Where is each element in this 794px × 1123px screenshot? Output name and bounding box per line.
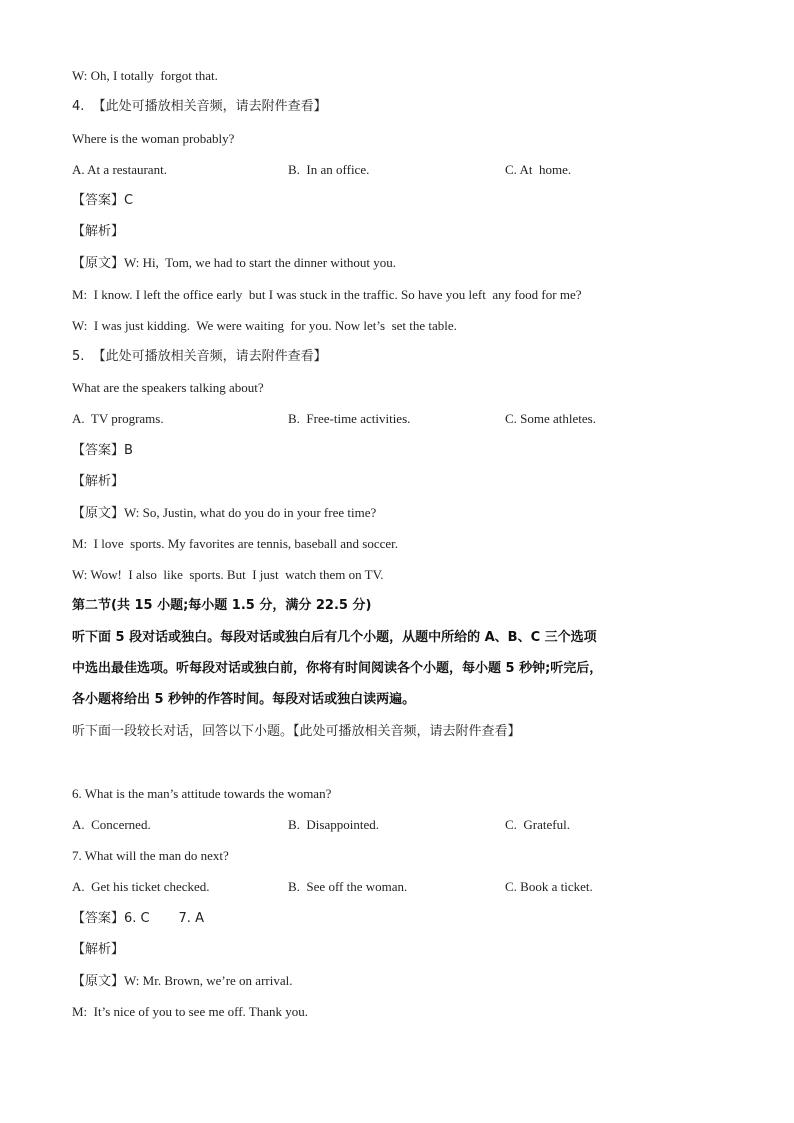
question-4-option-c: C. At home. [505, 162, 572, 177]
dialogue-line: M: It’s nice of you to see me off. Thank you. [72, 1004, 309, 1019]
question-5-option-a: A. TV programs. [72, 411, 164, 426]
instruction-line: 中选出最佳选项。听每段对话或独白前，你将有时间阅读各个小题，每小题 5 秒钟;听完后， [72, 661, 603, 676]
question-5-option-b: B. Free-time activities. [288, 411, 411, 426]
question-6-7-transcript: 【原文】W: Mr. Brown, we’re on arrival. [72, 973, 293, 988]
question-7-option-b: B. See off the woman. [288, 879, 408, 894]
question-6-7-answer: 【答案】6. C 7. A [72, 911, 204, 926]
question-4-answer: 【答案】C [72, 193, 134, 208]
section-2-heading: 第二节(共 15 小题;每小题 1.5 分，满分 22.5 分) [72, 598, 372, 613]
question-4-title: 4. 【此处可播放相关音频，请去附件查看】 [72, 99, 327, 114]
question-5-text: What are the speakers talking about? [72, 380, 264, 395]
dialogue-line: W: Wow! I also like sports. But I just watch them on TV. [72, 567, 384, 582]
question-5-analysis-label: 【解析】 [72, 474, 125, 489]
question-4-text: Where is the woman probably? [72, 131, 235, 146]
dialogue-line: M: I love sports. My favorites are tennis, baseball and soccer. [72, 536, 398, 551]
question-6-7-analysis-label: 【解析】 [72, 942, 125, 957]
dialogue-instruction: 听下面一段较长对话，回答以下小题。【此处可播放相关音频，请去附件查看】 [72, 724, 521, 739]
question-4-option-a: A. At a restaurant. [72, 162, 167, 177]
question-6-text: 6. What is the man’s attitude towards the woman? [72, 786, 332, 801]
instruction-line: 听下面 5 段对话或独白。每段对话或独白后有几个小题，从题中所给的 A、B、C 三个选项 [72, 630, 597, 645]
question-6-option-a: A. Concerned. [72, 817, 151, 832]
question-5-title: 5. 【此处可播放相关音频，请去附件查看】 [72, 349, 327, 364]
dialogue-line: W: I was just kidding. We were waiting for you. Now let’s set the table. [72, 318, 457, 333]
instruction-line: 各小题将给出 5 秒钟的作答时间。每段对话或独白读两遍。 [72, 692, 416, 707]
question-7-option-a: A. Get his ticket checked. [72, 879, 210, 894]
question-7-option-c: C. Book a ticket. [505, 879, 593, 894]
question-5-answer: 【答案】B [72, 443, 133, 458]
question-4-analysis-label: 【解析】 [72, 224, 125, 239]
question-4-transcript: 【原文】W: Hi, Tom, we had to start the dinner without you. [72, 255, 397, 270]
question-6-option-c: C. Grateful. [505, 817, 570, 832]
question-5-option-c: C. Some athletes. [505, 411, 596, 426]
question-5-transcript: 【原文】W: So, Justin, what do you do in your free time? [72, 505, 377, 520]
question-7-text: 7. What will the man do next? [72, 848, 229, 863]
dialogue-line: M: I know. I left the office early but I was stuck in the traffic. So have you left any food for me? [72, 287, 582, 302]
dialogue-line: W: Oh, I totally forgot that. [72, 68, 218, 83]
question-6-option-b: B. Disappointed. [288, 817, 379, 832]
question-4-option-b: B. In an office. [288, 162, 370, 177]
